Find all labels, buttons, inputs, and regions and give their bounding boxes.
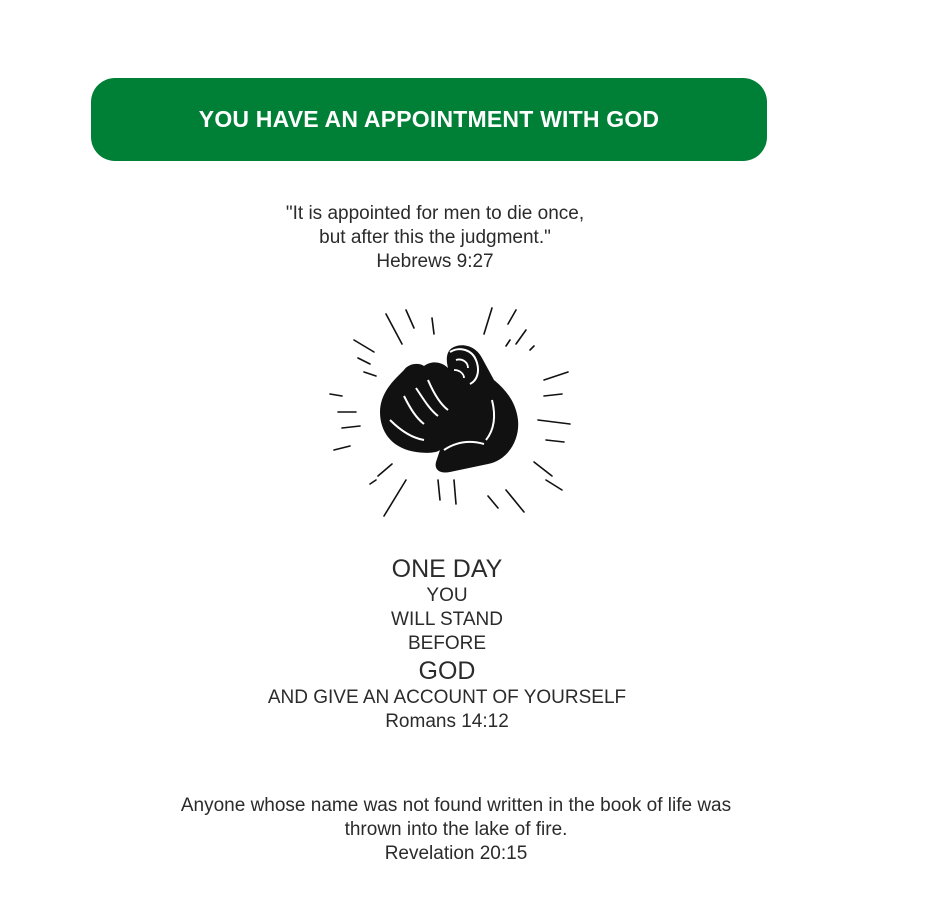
quote-line: but after this the judgment." [319,227,551,248]
quote-reference: Revelation 20:15 [384,843,528,864]
pointing-hand-icon [320,300,580,525]
quote-line: Anyone whose name was not found written in the book of life was [180,795,732,816]
message-reference: Romans 14:12 [385,711,509,732]
message-line: AND GIVE AN ACCOUNT OF YOURSELF [267,687,627,708]
title-banner [91,78,767,161]
hebrews-quote [200,202,670,274]
message-line: GOD [418,657,476,685]
quote-reference: Hebrews 9:27 [376,251,494,272]
banner-title: YOU HAVE AN APPOINTMENT WITH GOD [198,106,660,132]
quote-line: thrown into the lake of fire. [344,819,568,840]
message-line: YOU [426,585,468,606]
romans-message [200,554,694,734]
message-line: BEFORE [407,633,487,654]
quote-line: "It is appointed for men to die once, [285,203,585,224]
message-line: ONE DAY [391,555,503,583]
revelation-quote [100,794,812,866]
message-line: WILL STAND [391,609,503,630]
